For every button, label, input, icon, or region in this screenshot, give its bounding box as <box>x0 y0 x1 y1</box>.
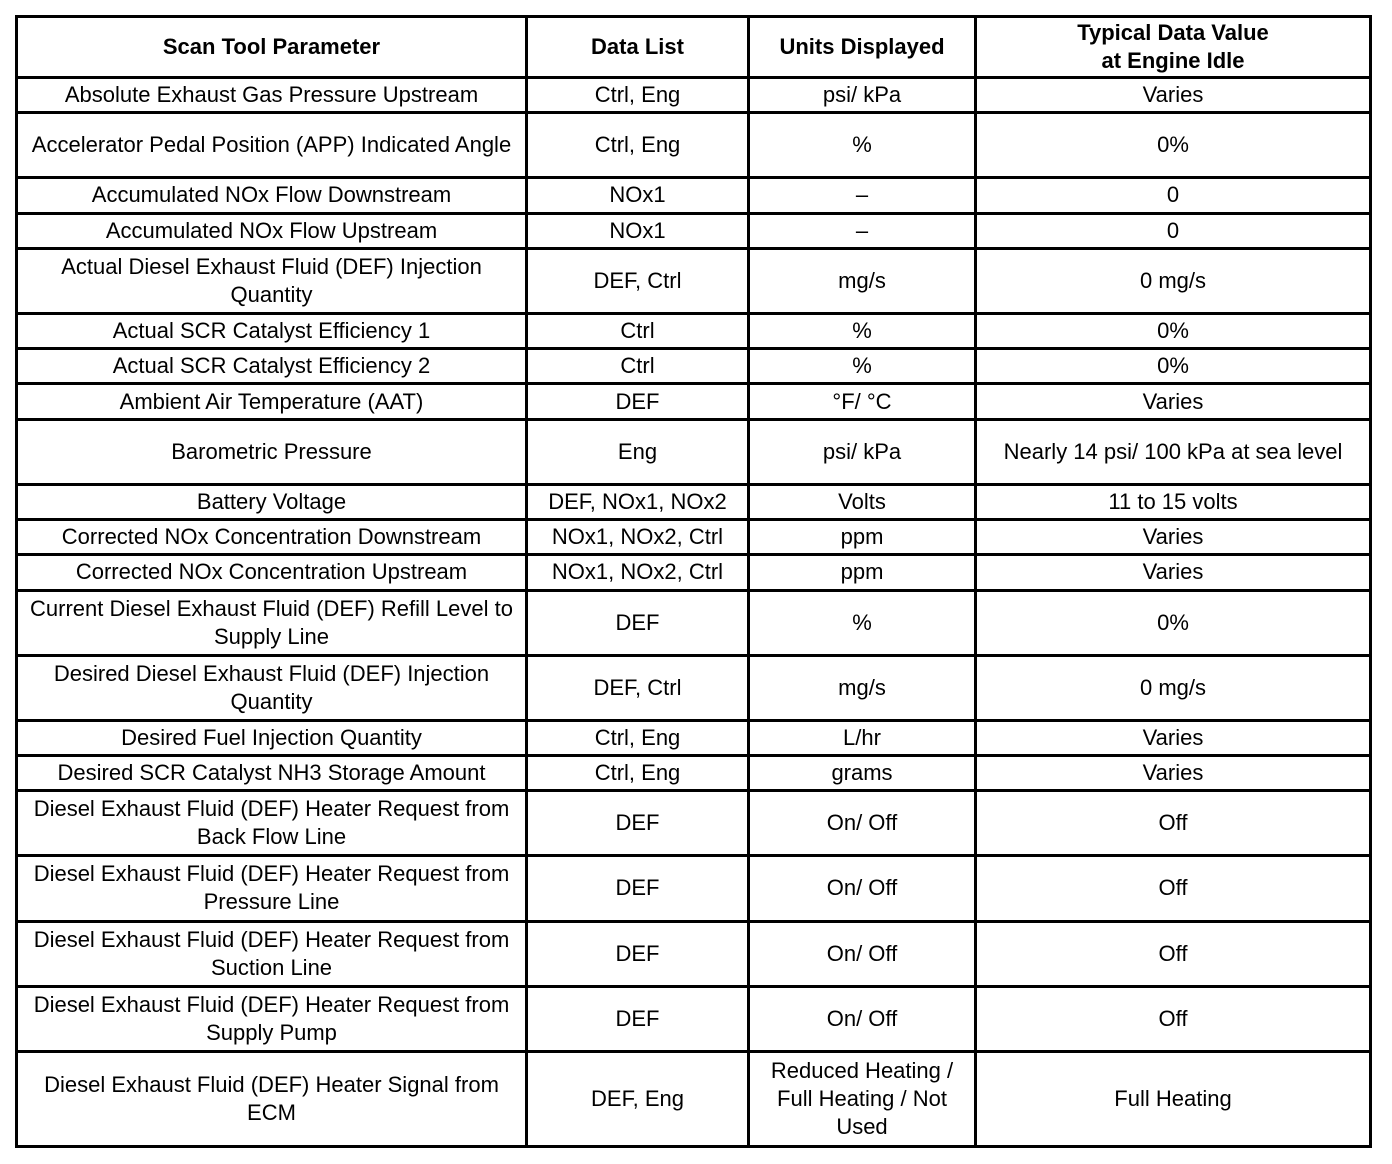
cell-typical-value: Off <box>976 791 1371 856</box>
table-row <box>17 856 1371 921</box>
cell-units: L/hr <box>749 720 976 755</box>
header-typical-data-value <box>976 17 1371 78</box>
cell-units: % <box>749 113 976 178</box>
cell-typical-value: Varies <box>976 720 1371 755</box>
table-row <box>17 791 1371 856</box>
cell-parameter: Corrected NOx Concentration Upstream <box>17 555 527 590</box>
cell-units: On/ Off <box>749 791 976 856</box>
cell-data-list: DEF <box>527 856 749 921</box>
table-row <box>17 756 1371 791</box>
cell-typical-value: Varies <box>976 756 1371 791</box>
cell-units: mg/s <box>749 655 976 720</box>
cell-units: % <box>749 313 976 348</box>
cell-typical-value: 0% <box>976 349 1371 384</box>
table-row <box>17 113 1371 178</box>
cell-typical-value: 0 mg/s <box>976 655 1371 720</box>
cell-data-list: DEF, Ctrl <box>527 248 749 313</box>
cell-data-list: DEF <box>527 921 749 986</box>
cell-units: % <box>749 349 976 384</box>
header-units-displayed: Units Displayed <box>749 17 976 78</box>
cell-data-list: DEF, Ctrl <box>527 655 749 720</box>
cell-data-list: Ctrl, Eng <box>527 113 749 178</box>
table-row <box>17 921 1371 986</box>
cell-typical-value: Off <box>976 921 1371 986</box>
cell-data-list: NOx1, NOx2, Ctrl <box>527 555 749 590</box>
cell-data-list: Ctrl, Eng <box>527 756 749 791</box>
cell-parameter: Diesel Exhaust Fluid (DEF) Heater Request from Pressure Line <box>17 856 527 921</box>
cell-parameter: Accumulated NOx Flow Downstream <box>17 178 527 213</box>
cell-typical-value: 0 <box>976 213 1371 248</box>
table-row <box>17 313 1371 348</box>
cell-typical-value: Nearly 14 psi/ 100 kPa at sea level <box>976 419 1371 484</box>
cell-units: On/ Off <box>749 921 976 986</box>
cell-parameter: Desired Diesel Exhaust Fluid (DEF) Injection Quantity <box>17 655 527 720</box>
cell-parameter: Diesel Exhaust Fluid (DEF) Heater Request from Suction Line <box>17 921 527 986</box>
cell-data-list: NOx1 <box>527 178 749 213</box>
cell-data-list: DEF <box>527 384 749 419</box>
cell-typical-value: 0% <box>976 113 1371 178</box>
cell-parameter: Battery Voltage <box>17 484 527 519</box>
cell-typical-value: Full Heating <box>976 1051 1371 1146</box>
table-row <box>17 248 1371 313</box>
table-header-row <box>17 17 1371 78</box>
cell-data-list: NOx1, NOx2, Ctrl <box>527 520 749 555</box>
table-row <box>17 986 1371 1051</box>
cell-typical-value: Varies <box>976 555 1371 590</box>
cell-typical-value: 0 <box>976 178 1371 213</box>
cell-parameter: Accumulated NOx Flow Upstream <box>17 213 527 248</box>
table-row <box>17 1051 1371 1146</box>
table-row <box>17 213 1371 248</box>
cell-typical-value: 0 mg/s <box>976 248 1371 313</box>
cell-typical-value: Varies <box>976 78 1371 113</box>
cell-data-list: Ctrl, Eng <box>527 720 749 755</box>
cell-parameter: Desired SCR Catalyst NH3 Storage Amount <box>17 756 527 791</box>
table-row <box>17 78 1371 113</box>
cell-data-list: NOx1 <box>527 213 749 248</box>
cell-parameter: Diesel Exhaust Fluid (DEF) Heater Signal from ECM <box>17 1051 527 1146</box>
cell-parameter: Desired Fuel Injection Quantity <box>17 720 527 755</box>
scan-tool-parameter-table <box>15 15 1372 1148</box>
cell-data-list: Eng <box>527 419 749 484</box>
cell-units: – <box>749 178 976 213</box>
cell-parameter: Actual Diesel Exhaust Fluid (DEF) Injection Quantity <box>17 248 527 313</box>
cell-typical-value: Varies <box>976 384 1371 419</box>
cell-units: On/ Off <box>749 856 976 921</box>
cell-units: Reduced Heating / Full Heating / Not Used <box>749 1051 976 1146</box>
table-row <box>17 349 1371 384</box>
header-typical-data-value-text: Typical Data Value at Engine Idle <box>1077 20 1269 73</box>
cell-units: ppm <box>749 555 976 590</box>
cell-units: – <box>749 213 976 248</box>
cell-units: Volts <box>749 484 976 519</box>
table-row <box>17 178 1371 213</box>
cell-typical-value: Off <box>976 986 1371 1051</box>
cell-parameter: Ambient Air Temperature (AAT) <box>17 384 527 419</box>
cell-data-list: DEF <box>527 590 749 655</box>
cell-data-list: DEF <box>527 791 749 856</box>
cell-data-list: DEF <box>527 986 749 1051</box>
cell-parameter: Corrected NOx Concentration Downstream <box>17 520 527 555</box>
cell-units: °F/ °C <box>749 384 976 419</box>
cell-typical-value: Off <box>976 856 1371 921</box>
table-row <box>17 520 1371 555</box>
cell-data-list: Ctrl <box>527 313 749 348</box>
cell-parameter: Diesel Exhaust Fluid (DEF) Heater Request from Back Flow Line <box>17 791 527 856</box>
cell-data-list: DEF, Eng <box>527 1051 749 1146</box>
table-row <box>17 590 1371 655</box>
cell-data-list: DEF, NOx1, NOx2 <box>527 484 749 519</box>
cell-parameter: Accelerator Pedal Position (APP) Indicated Angle <box>17 113 527 178</box>
table-row <box>17 419 1371 484</box>
table-row <box>17 555 1371 590</box>
cell-typical-value: 0% <box>976 590 1371 655</box>
cell-parameter: Current Diesel Exhaust Fluid (DEF) Refill Level to Supply Line <box>17 590 527 655</box>
header-data-list: Data List <box>527 17 749 78</box>
cell-data-list: Ctrl <box>527 349 749 384</box>
cell-units: psi/ kPa <box>749 419 976 484</box>
cell-units: psi/ kPa <box>749 78 976 113</box>
cell-units: mg/s <box>749 248 976 313</box>
cell-parameter: Actual SCR Catalyst Efficiency 1 <box>17 313 527 348</box>
table-row <box>17 384 1371 419</box>
cell-units: On/ Off <box>749 986 976 1051</box>
header-scan-tool-parameter: Scan Tool Parameter <box>17 17 527 78</box>
cell-parameter: Absolute Exhaust Gas Pressure Upstream <box>17 78 527 113</box>
cell-data-list: Ctrl, Eng <box>527 78 749 113</box>
cell-units: ppm <box>749 520 976 555</box>
cell-parameter: Actual SCR Catalyst Efficiency 2 <box>17 349 527 384</box>
cell-parameter: Barometric Pressure <box>17 419 527 484</box>
table-row <box>17 484 1371 519</box>
table-row <box>17 720 1371 755</box>
table-row <box>17 655 1371 720</box>
cell-units: grams <box>749 756 976 791</box>
cell-typical-value: 11 to 15 volts <box>976 484 1371 519</box>
cell-units: % <box>749 590 976 655</box>
cell-typical-value: Varies <box>976 520 1371 555</box>
cell-parameter: Diesel Exhaust Fluid (DEF) Heater Request from Supply Pump <box>17 986 527 1051</box>
cell-typical-value: 0% <box>976 313 1371 348</box>
